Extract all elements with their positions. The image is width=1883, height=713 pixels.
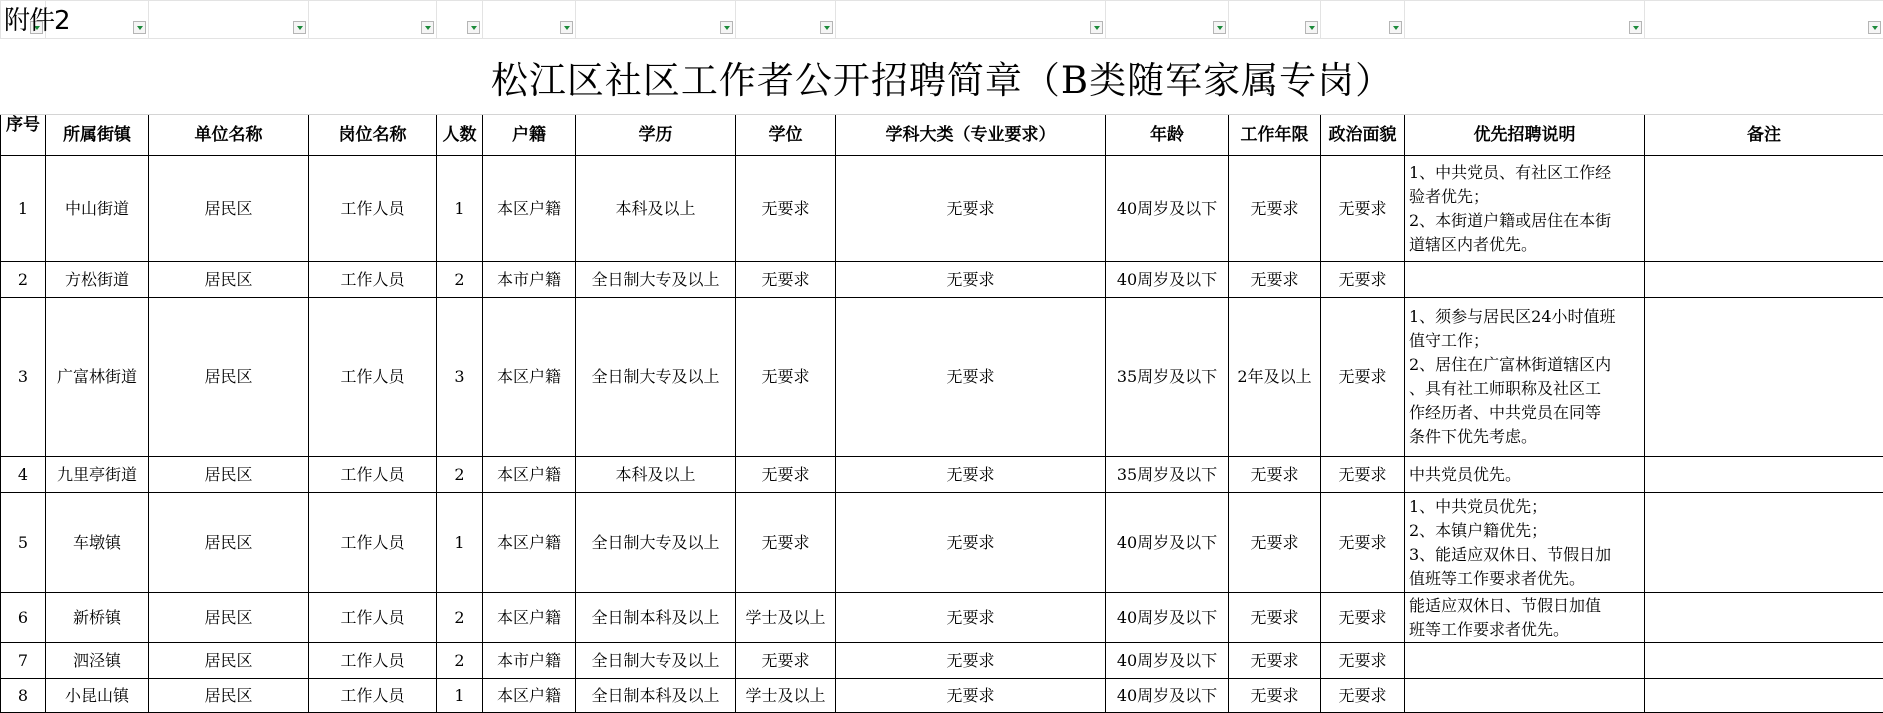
table-cell[interactable]: 6 <box>1 593 46 643</box>
table-cell[interactable]: 40周岁及以下 <box>1106 643 1229 679</box>
table-cell[interactable]: 居民区 <box>149 156 309 262</box>
table-cell[interactable]: 无要求 <box>836 457 1106 493</box>
table-cell[interactable]: 无要求 <box>836 156 1106 262</box>
table-cell[interactable]: 无要求 <box>736 457 836 493</box>
table-cell[interactable]: 无要求 <box>736 156 836 262</box>
note-line: 道辖区内者优先。 <box>1409 233 1640 257</box>
table-cell[interactable]: 40周岁及以下 <box>1106 493 1229 593</box>
table-cell[interactable]: 工作人员 <box>309 643 437 679</box>
table-cell[interactable]: 无要求 <box>1321 493 1405 593</box>
table-cell[interactable]: 40周岁及以下 <box>1106 679 1229 713</box>
table-cell[interactable]: 本区户籍 <box>483 298 576 457</box>
filter-dropdown-icon[interactable] <box>560 21 573 34</box>
table-cell[interactable]: 无要求 <box>836 679 1106 713</box>
table-cell[interactable]: 无要求 <box>836 593 1106 643</box>
table-cell[interactable]: 无要求 <box>736 262 836 298</box>
table-cell[interactable]: 全日制大专及以上 <box>576 262 736 298</box>
table-cell[interactable]: 无要求 <box>1229 156 1321 262</box>
note-line: 3、能适应双休日、节假日加 <box>1409 543 1640 567</box>
attachment-label: 附件2 <box>4 6 70 36</box>
note-line: 作经历者、中共党员在同等 <box>1409 401 1640 425</box>
priority-note-cell[interactable] <box>1405 156 1645 262</box>
table-row <box>1 679 1883 713</box>
table-cell[interactable]: 35周岁及以下 <box>1106 298 1229 457</box>
table-cell[interactable]: 1 <box>437 679 483 713</box>
table-row <box>1 457 1883 493</box>
table-cell[interactable]: 本区户籍 <box>483 493 576 593</box>
table-cell[interactable]: 无要求 <box>1229 643 1321 679</box>
table-cell[interactable]: 35周岁及以下 <box>1106 457 1229 493</box>
table-cell[interactable]: 本区户籍 <box>483 593 576 643</box>
table-cell[interactable]: 广富林街道 <box>46 298 149 457</box>
column-header[interactable]: 学历 <box>576 115 736 156</box>
note-line: 、具有社工师职称及社区工 <box>1409 377 1640 401</box>
table-cell[interactable]: 1 <box>437 493 483 593</box>
filter-dropdown-icon[interactable] <box>1629 21 1642 34</box>
column-header[interactable]: 序号 <box>1 115 46 156</box>
filter-dropdown-icon[interactable] <box>1389 21 1402 34</box>
table-cell[interactable]: 无要求 <box>1229 262 1321 298</box>
table-cell[interactable]: 全日制本科及以上 <box>576 679 736 713</box>
table-cell[interactable]: 无要求 <box>1229 593 1321 643</box>
table-cell[interactable]: 40周岁及以下 <box>1106 593 1229 643</box>
note-line: 验者优先； <box>1409 185 1640 209</box>
table-cell[interactable]: 无要求 <box>836 298 1106 457</box>
table-cell[interactable]: 工作人员 <box>309 493 437 593</box>
filter-dropdown-icon[interactable] <box>421 21 434 34</box>
priority-note-cell[interactable] <box>1405 298 1645 457</box>
table-cell[interactable]: 无要求 <box>736 298 836 457</box>
table-cell[interactable]: 1 <box>437 156 483 262</box>
note-line: 1、中共党员、有社区工作经 <box>1409 161 1640 185</box>
column-header[interactable]: 优先招聘说明 <box>1405 115 1645 156</box>
table-cell[interactable]: 2 <box>437 262 483 298</box>
table-cell[interactable]: 工作人员 <box>309 298 437 457</box>
table-cell[interactable]: 2年及以上 <box>1229 298 1321 457</box>
table-cell[interactable]: 居民区 <box>149 262 309 298</box>
table-cell[interactable]: 2 <box>437 643 483 679</box>
table-row <box>1 643 1883 679</box>
table-cell[interactable]: 无要求 <box>1321 457 1405 493</box>
header-row <box>1 115 1883 156</box>
table-cell[interactable]: 全日制大专及以上 <box>576 493 736 593</box>
table-cell[interactable]: 工作人员 <box>309 457 437 493</box>
note-line: 能适应双休日、节假日加值 <box>1409 594 1640 618</box>
priority-note-cell[interactable] <box>1405 643 1645 679</box>
table-row <box>1 493 1883 593</box>
filter-dropdown-icon[interactable] <box>1305 21 1318 34</box>
column-header[interactable]: 备注 <box>1645 115 1883 156</box>
table-cell[interactable]: 本市户籍 <box>483 643 576 679</box>
table-cell[interactable]: 学士及以上 <box>736 679 836 713</box>
table-cell[interactable]: 工作人员 <box>309 593 437 643</box>
table-cell[interactable]: 居民区 <box>149 457 309 493</box>
table-cell[interactable]: 无要求 <box>1229 493 1321 593</box>
remark-cell[interactable] <box>1645 643 1883 679</box>
table-cell[interactable]: 无要求 <box>836 493 1106 593</box>
table-cell[interactable]: 全日制大专及以上 <box>576 643 736 679</box>
table-cell[interactable]: 3 <box>437 298 483 457</box>
table-cell[interactable]: 无要求 <box>1229 679 1321 713</box>
table-cell[interactable]: 本科及以上 <box>576 457 736 493</box>
filter-dropdown-icon[interactable] <box>467 21 480 34</box>
column-header[interactable]: 学科大类（专业要求） <box>836 115 1106 156</box>
table-cell[interactable]: 40周岁及以下 <box>1106 156 1229 262</box>
title-row <box>1 39 1883 115</box>
filter-dropdown-icon[interactable] <box>1213 21 1226 34</box>
priority-note-cell[interactable] <box>1405 262 1645 298</box>
table-cell[interactable]: 1 <box>1 156 46 262</box>
table-cell[interactable]: 居民区 <box>149 593 309 643</box>
table-row <box>1 156 1883 262</box>
table-cell[interactable]: 居民区 <box>149 298 309 457</box>
table-cell[interactable]: 学士及以上 <box>736 593 836 643</box>
table-cell[interactable]: 工作人员 <box>309 156 437 262</box>
table-cell[interactable]: 无要求 <box>1321 156 1405 262</box>
table-cell[interactable]: 无要求 <box>1229 457 1321 493</box>
table-cell[interactable]: 居民区 <box>149 493 309 593</box>
column-header[interactable]: 户籍 <box>483 115 576 156</box>
table-body <box>1 156 1883 713</box>
table-cell[interactable]: 居民区 <box>149 643 309 679</box>
table-row <box>1 262 1883 298</box>
remark-cell[interactable] <box>1645 593 1883 643</box>
table-cell[interactable]: 无要求 <box>736 493 836 593</box>
table-cell[interactable]: 无要求 <box>1321 262 1405 298</box>
note-line: 2、本街道户籍或居住在本街 <box>1409 209 1640 233</box>
note-line: 1、须参与居民区24小时值班 <box>1409 305 1640 329</box>
table-cell[interactable]: 本科及以上 <box>576 156 736 262</box>
column-header[interactable]: 政治面貌 <box>1321 115 1405 156</box>
table-row <box>1 298 1883 457</box>
table-cell[interactable]: 工作人员 <box>309 679 437 713</box>
table-cell[interactable]: 本区户籍 <box>483 156 576 262</box>
filter-dropdown-icon[interactable] <box>1090 21 1103 34</box>
priority-note-cell[interactable] <box>1405 493 1645 593</box>
column-header[interactable]: 学位 <box>736 115 836 156</box>
table-cell[interactable]: 无要求 <box>1321 643 1405 679</box>
table-cell[interactable]: 小昆山镇 <box>46 679 149 713</box>
table-cell[interactable]: 无要求 <box>836 643 1106 679</box>
table-cell[interactable]: 泗泾镇 <box>46 643 149 679</box>
table-cell[interactable]: 2 <box>437 593 483 643</box>
table-cell[interactable]: 车墩镇 <box>46 493 149 593</box>
table-cell[interactable]: 新桥镇 <box>46 593 149 643</box>
note-line: 中共党员优先。 <box>1409 463 1640 487</box>
priority-note-cell[interactable] <box>1405 593 1645 643</box>
column-header[interactable]: 所属街镇 <box>46 115 149 156</box>
priority-note-cell[interactable] <box>1405 457 1645 493</box>
table-cell[interactable]: 8 <box>1 679 46 713</box>
table-cell[interactable]: 无要求 <box>1321 679 1405 713</box>
sheet-title[interactable]: 松江区社区工作者公开招聘简章（B类随军家属专岗） <box>1 39 1883 115</box>
note-line: 2、本镇户籍优先； <box>1409 519 1640 543</box>
table-cell[interactable]: 本区户籍 <box>483 457 576 493</box>
table-cell[interactable]: 无要求 <box>836 262 1106 298</box>
table-cell[interactable]: 中山街道 <box>46 156 149 262</box>
column-header[interactable]: 工作年限 <box>1229 115 1321 156</box>
table-cell[interactable]: 全日制大专及以上 <box>576 298 736 457</box>
table-cell[interactable]: 本市户籍 <box>483 262 576 298</box>
table-cell[interactable]: 5 <box>1 493 46 593</box>
table-cell[interactable]: 3 <box>1 298 46 457</box>
column-header[interactable]: 单位名称 <box>149 115 309 156</box>
remark-cell[interactable] <box>1645 156 1883 262</box>
table-cell[interactable]: 7 <box>1 643 46 679</box>
table-cell[interactable]: 方松街道 <box>46 262 149 298</box>
remark-cell[interactable] <box>1645 298 1883 457</box>
priority-note-cell[interactable] <box>1405 679 1645 713</box>
filter-dropdown-icon[interactable] <box>820 21 833 34</box>
column-header[interactable]: 岗位名称 <box>309 115 437 156</box>
note-line: 2、居住在广富林街道辖区内 <box>1409 353 1640 377</box>
table-cell[interactable]: 无要求 <box>736 643 836 679</box>
table-cell[interactable]: 居民区 <box>149 679 309 713</box>
table-row <box>1 593 1883 643</box>
filter-dropdown-icon[interactable] <box>133 21 146 34</box>
remark-cell[interactable] <box>1645 679 1883 713</box>
table-cell[interactable]: 4 <box>1 457 46 493</box>
table-cell[interactable]: 2 <box>1 262 46 298</box>
table-cell[interactable]: 工作人员 <box>309 262 437 298</box>
filter-dropdown-icon[interactable] <box>293 21 306 34</box>
note-line: 班等工作要求者优先。 <box>1409 618 1640 642</box>
remark-cell[interactable] <box>1645 457 1883 493</box>
note-line: 1、中共党员优先； <box>1409 495 1640 519</box>
table-cell[interactable]: 2 <box>437 457 483 493</box>
column-header[interactable]: 年龄 <box>1106 115 1229 156</box>
note-line: 条件下优先考虑。 <box>1409 425 1640 449</box>
column-header[interactable]: 人数 <box>437 115 483 156</box>
table-cell[interactable]: 全日制本科及以上 <box>576 593 736 643</box>
table-cell[interactable]: 本区户籍 <box>483 679 576 713</box>
filter-dropdown-icon[interactable] <box>720 21 733 34</box>
note-line: 值守工作； <box>1409 329 1640 353</box>
filter-dropdown-icon[interactable] <box>1868 21 1881 34</box>
remark-cell[interactable] <box>1645 262 1883 298</box>
table-cell[interactable]: 无要求 <box>1321 593 1405 643</box>
table-cell[interactable]: 无要求 <box>1321 298 1405 457</box>
note-line: 值班等工作要求者优先。 <box>1409 567 1640 591</box>
table-cell[interactable]: 40周岁及以下 <box>1106 262 1229 298</box>
remark-cell[interactable] <box>1645 493 1883 593</box>
autofilter-row <box>1 1 1883 39</box>
table-cell[interactable]: 九里亭街道 <box>46 457 149 493</box>
